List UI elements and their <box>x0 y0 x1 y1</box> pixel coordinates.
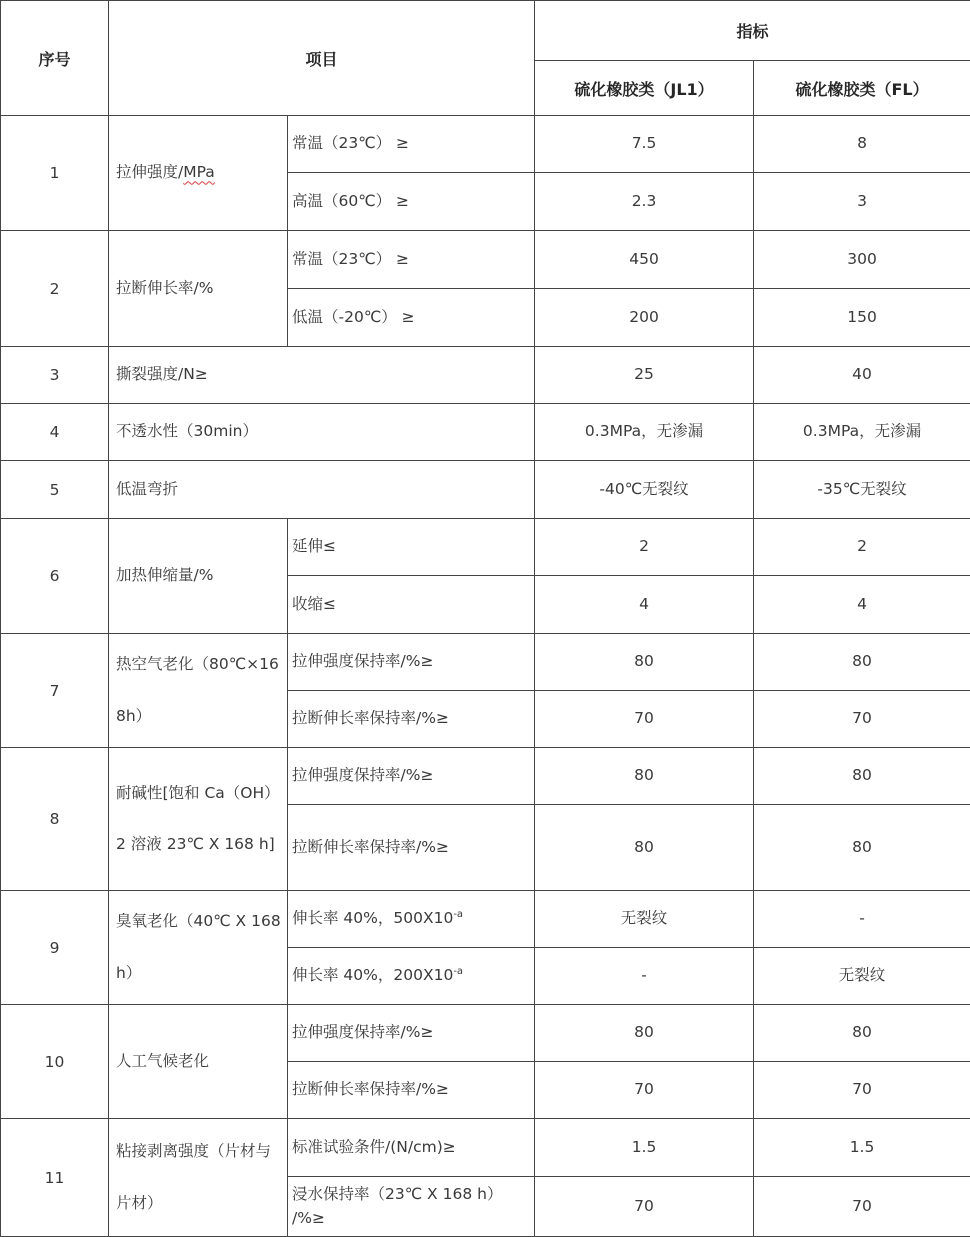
item-cell: 低温弯折 <box>109 461 535 519</box>
item-cell: 耐碱性[饱和 Ca（OH）2 溶液 23℃ X 168 h] <box>109 748 288 891</box>
jl1-value-cell: 4 <box>535 576 754 634</box>
item-cell: 撕裂强度/N≥ <box>109 347 535 404</box>
table-row <box>1 347 970 404</box>
fl-value-cell: 0.3MPa，无渗漏 <box>754 404 970 461</box>
jl1-value-cell: 70 <box>535 1177 754 1237</box>
table-row <box>1 404 970 461</box>
fl-value-cell: 80 <box>754 805 970 891</box>
fl-value-cell: 150 <box>754 289 970 347</box>
fl-value-cell: 80 <box>754 1005 970 1062</box>
condition-cell: 收缩≤ <box>288 576 535 634</box>
jl1-value-cell: 80 <box>535 1005 754 1062</box>
condition-cell <box>288 891 535 948</box>
fl-value-cell: 70 <box>754 1062 970 1119</box>
jl1-value-cell: 200 <box>535 289 754 347</box>
header-fl: 硫化橡胶类（FL） <box>754 61 970 116</box>
condition-cell: 常温（23℃） ≥ <box>288 116 535 173</box>
condition-cell: 浸水保持率（23℃ X 168 h） /%≥ <box>288 1177 535 1237</box>
seq-cell: 11 <box>1 1119 109 1237</box>
condition-cell: 拉断伸长率保持率/%≥ <box>288 1062 535 1119</box>
jl1-value-cell: 80 <box>535 748 754 805</box>
header-item: 项目 <box>109 1 535 116</box>
table-row <box>1 1119 970 1177</box>
fl-value-cell: 300 <box>754 231 970 289</box>
jl1-value-cell: 2.3 <box>535 173 754 231</box>
table-row <box>1 231 970 289</box>
item-cell: 不透水性（30min） <box>109 404 535 461</box>
fl-value-cell: 70 <box>754 691 970 748</box>
fl-value-cell: 2 <box>754 519 970 576</box>
seq-cell: 8 <box>1 748 109 891</box>
jl1-value-cell: 0.3MPa，无渗漏 <box>535 404 754 461</box>
fl-value-cell: 80 <box>754 748 970 805</box>
seq-cell: 10 <box>1 1005 109 1119</box>
condition-cell: 拉断伸长率保持率/%≥ <box>288 691 535 748</box>
jl1-value-cell: -40℃无裂纹 <box>535 461 754 519</box>
jl1-value-cell: 无裂纹 <box>535 891 754 948</box>
jl1-value-cell: 2 <box>535 519 754 576</box>
jl1-value-cell: 80 <box>535 634 754 691</box>
item-cell: 加热伸缩量/% <box>109 519 288 634</box>
item-cell: 拉断伸长率/% <box>109 231 288 347</box>
condition-cell: 拉伸强度保持率/%≥ <box>288 634 535 691</box>
seq-cell: 1 <box>1 116 109 231</box>
fl-value-cell: 40 <box>754 347 970 404</box>
seq-cell: 7 <box>1 634 109 748</box>
fl-value-cell: 3 <box>754 173 970 231</box>
condition-cell: 常温（23℃） ≥ <box>288 231 535 289</box>
item-cell: 臭氧老化（40℃ X 168 h） <box>109 891 288 1005</box>
table-row <box>1 891 970 948</box>
table-row <box>1 1005 970 1062</box>
header-jl1: 硫化橡胶类（JL1） <box>535 61 754 116</box>
condition-label: 伸长率 40%，500X10 <box>292 909 453 927</box>
condition-label: 伸长率 40%，200X10 <box>292 966 453 984</box>
seq-cell: 5 <box>1 461 109 519</box>
fl-value-cell: 80 <box>754 634 970 691</box>
table-row <box>1 116 970 173</box>
jl1-value-cell: 450 <box>535 231 754 289</box>
fl-value-cell: 1.5 <box>754 1119 970 1177</box>
item-cell: 热空气老化（80℃×168h） <box>109 634 288 748</box>
seq-cell: 2 <box>1 231 109 347</box>
condition-cell: 拉断伸长率保持率/%≥ <box>288 805 535 891</box>
condition-superscript: -a <box>453 966 463 977</box>
condition-cell: 低温（-20℃） ≥ <box>288 289 535 347</box>
item-label: 拉伸强度/ <box>116 163 183 181</box>
seq-cell: 9 <box>1 891 109 1005</box>
fl-value-cell: 70 <box>754 1177 970 1237</box>
seq-cell: 3 <box>1 347 109 404</box>
condition-cell: 高温（60℃） ≥ <box>288 173 535 231</box>
header-seq: 序号 <box>1 1 109 116</box>
fl-value-cell: 4 <box>754 576 970 634</box>
fl-value-cell: 无裂纹 <box>754 948 970 1005</box>
condition-cell: 拉伸强度保持率/%≥ <box>288 748 535 805</box>
condition-cell: 拉伸强度保持率/%≥ <box>288 1005 535 1062</box>
item-cell <box>109 116 288 231</box>
condition-cell <box>288 948 535 1005</box>
fl-value-cell: 8 <box>754 116 970 173</box>
table-row <box>1 519 970 576</box>
item-cell: 人工气候老化 <box>109 1005 288 1119</box>
jl1-value-cell: - <box>535 948 754 1005</box>
seq-cell: 4 <box>1 404 109 461</box>
header-index: 指标 <box>535 1 970 61</box>
table-row <box>1 461 970 519</box>
item-cell: 粘接剥离强度（片材与片材） <box>109 1119 288 1237</box>
jl1-value-cell: 25 <box>535 347 754 404</box>
jl1-value-cell: 80 <box>535 805 754 891</box>
jl1-value-cell: 7.5 <box>535 116 754 173</box>
condition-superscript: -a <box>453 909 463 920</box>
jl1-value-cell: 70 <box>535 1062 754 1119</box>
jl1-value-cell: 70 <box>535 691 754 748</box>
table-row <box>1 748 970 805</box>
condition-cell: 标准试验条件/(N/cm)≥ <box>288 1119 535 1177</box>
fl-value-cell: -35℃无裂纹 <box>754 461 970 519</box>
seq-cell: 6 <box>1 519 109 634</box>
jl1-value-cell: 1.5 <box>535 1119 754 1177</box>
table-row <box>1 634 970 691</box>
item-label-spellcheck: MPa <box>183 163 215 181</box>
header-row-1 <box>1 1 970 61</box>
fl-value-cell: - <box>754 891 970 948</box>
condition-cell: 延伸≤ <box>288 519 535 576</box>
